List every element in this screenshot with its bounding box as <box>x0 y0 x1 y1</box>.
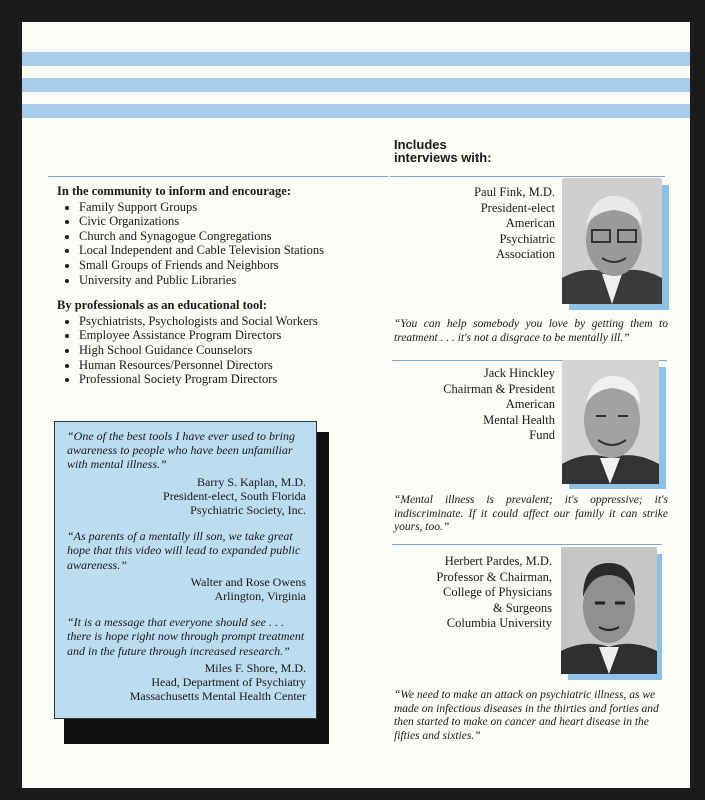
usage-lists <box>57 184 347 387</box>
list-item: • Church and Synagogue Congregations <box>79 229 347 244</box>
person-line: Mental Health <box>483 412 555 427</box>
testimonial-quote: “One of the best tools I have ever used to bring awareness to people who have been unfamiliar with mental illness.” <box>67 429 295 472</box>
attribution-line: Head, Department of Psychiatry <box>151 675 306 690</box>
testimonial-attribution <box>67 575 306 603</box>
list-item: • Local Independent and Cable Television Stations <box>79 243 347 258</box>
person-line: American <box>505 397 555 411</box>
attribution-line: Barry S. Kaplan, M.D. <box>197 474 306 489</box>
section-rule <box>390 176 665 177</box>
list-item: • Civic Organizations <box>79 214 347 229</box>
attribution-line: President-elect, South Florida <box>163 488 306 503</box>
testimonial-box <box>54 421 317 719</box>
person-line: Columbia University <box>446 616 552 630</box>
list-item: • Employee Assistance Program Directors <box>79 328 347 343</box>
person-line: President-elect <box>480 200 555 215</box>
person-line: American <box>505 216 555 230</box>
attribution-line: Psychiatric Society, Inc. <box>190 503 306 518</box>
interviewee-paul-fink <box>422 185 555 263</box>
list-item: • University and Public Libraries <box>79 273 347 288</box>
section-divider <box>392 544 662 545</box>
interviewee-herbert-pardes <box>417 554 552 632</box>
interviews-heading <box>394 138 492 164</box>
attribution-line: Arlington, Virginia <box>214 589 306 604</box>
attribution-line: Massachusetts Mental Health Center <box>129 689 306 704</box>
person-line: Paul Fink, M.D. <box>474 185 555 199</box>
heading-line: Includes <box>394 137 447 152</box>
community-list <box>57 200 347 288</box>
brochure-page <box>22 22 690 788</box>
person-line: Jack Hinckley <box>483 366 555 380</box>
interviewee-jack-hinckley <box>417 366 555 444</box>
person-line: & Surgeons <box>492 600 552 615</box>
section-rule <box>48 176 388 177</box>
testimonial-attribution <box>67 661 306 704</box>
testimonial-attribution <box>67 475 306 518</box>
person-line: Fund <box>529 428 555 442</box>
interview-quote: “Mental illness is prevalent; it's oppressive; it's indiscriminate. If it could affect our family it can strike yours, too.” <box>394 494 668 534</box>
person-line: Chairman & President <box>443 381 555 396</box>
list-item: • Professional Society Program Directors <box>79 372 347 387</box>
portrait-photo <box>562 360 659 484</box>
community-heading: In the community to inform and encourage: <box>57 184 292 198</box>
professionals-heading: By professionals as an educational tool: <box>57 298 267 313</box>
interview-quote: “You can help somebody you love by getting them to treatment . . . it's not a disgrace to be mentally ill.” <box>394 318 668 344</box>
heading-line: interviews with: <box>394 150 492 165</box>
list-item: • Family Support Groups <box>79 200 347 215</box>
list-item: • Psychiatrists, Psychologists and Social Workers <box>79 314 347 329</box>
person-line: Psychiatric <box>499 231 555 246</box>
list-item: • Small Groups of Friends and Neighbors <box>79 258 347 273</box>
attribution-line: Miles F. Shore, M.D. <box>204 660 306 675</box>
decorative-stripe <box>22 78 690 92</box>
person-line: Professor & Chairman, <box>436 569 552 584</box>
decorative-stripe <box>22 104 690 118</box>
person-line: Association <box>495 247 555 261</box>
person-line: College of Physicians <box>442 585 552 599</box>
interview-quote: “We need to make an attack on psychiatric illness, as we made on infectious diseases in the thirties and forties and then started to make on cancer and heart disease in the fifties and sixties.” <box>394 689 659 742</box>
decorative-stripe <box>22 52 690 66</box>
attribution-line: Walter and Rose Owens <box>190 574 306 589</box>
testimonial-quote: “As parents of a mentally ill son, we take great hope that this video will lead to expanded public awareness.” <box>67 529 301 572</box>
list-item: • High School Guidance Counselors <box>79 343 347 358</box>
portrait-photo <box>562 178 662 304</box>
testimonial-quote: “It is a message that everyone should see . . . there is hope right now through prompt treatment and in the future through increased research.” <box>67 615 305 658</box>
professionals-list <box>57 314 347 387</box>
portrait-photo <box>561 547 657 674</box>
person-line: Herbert Pardes, M.D. <box>444 554 552 568</box>
list-item: • Human Resources/Personnel Directors <box>79 358 347 373</box>
